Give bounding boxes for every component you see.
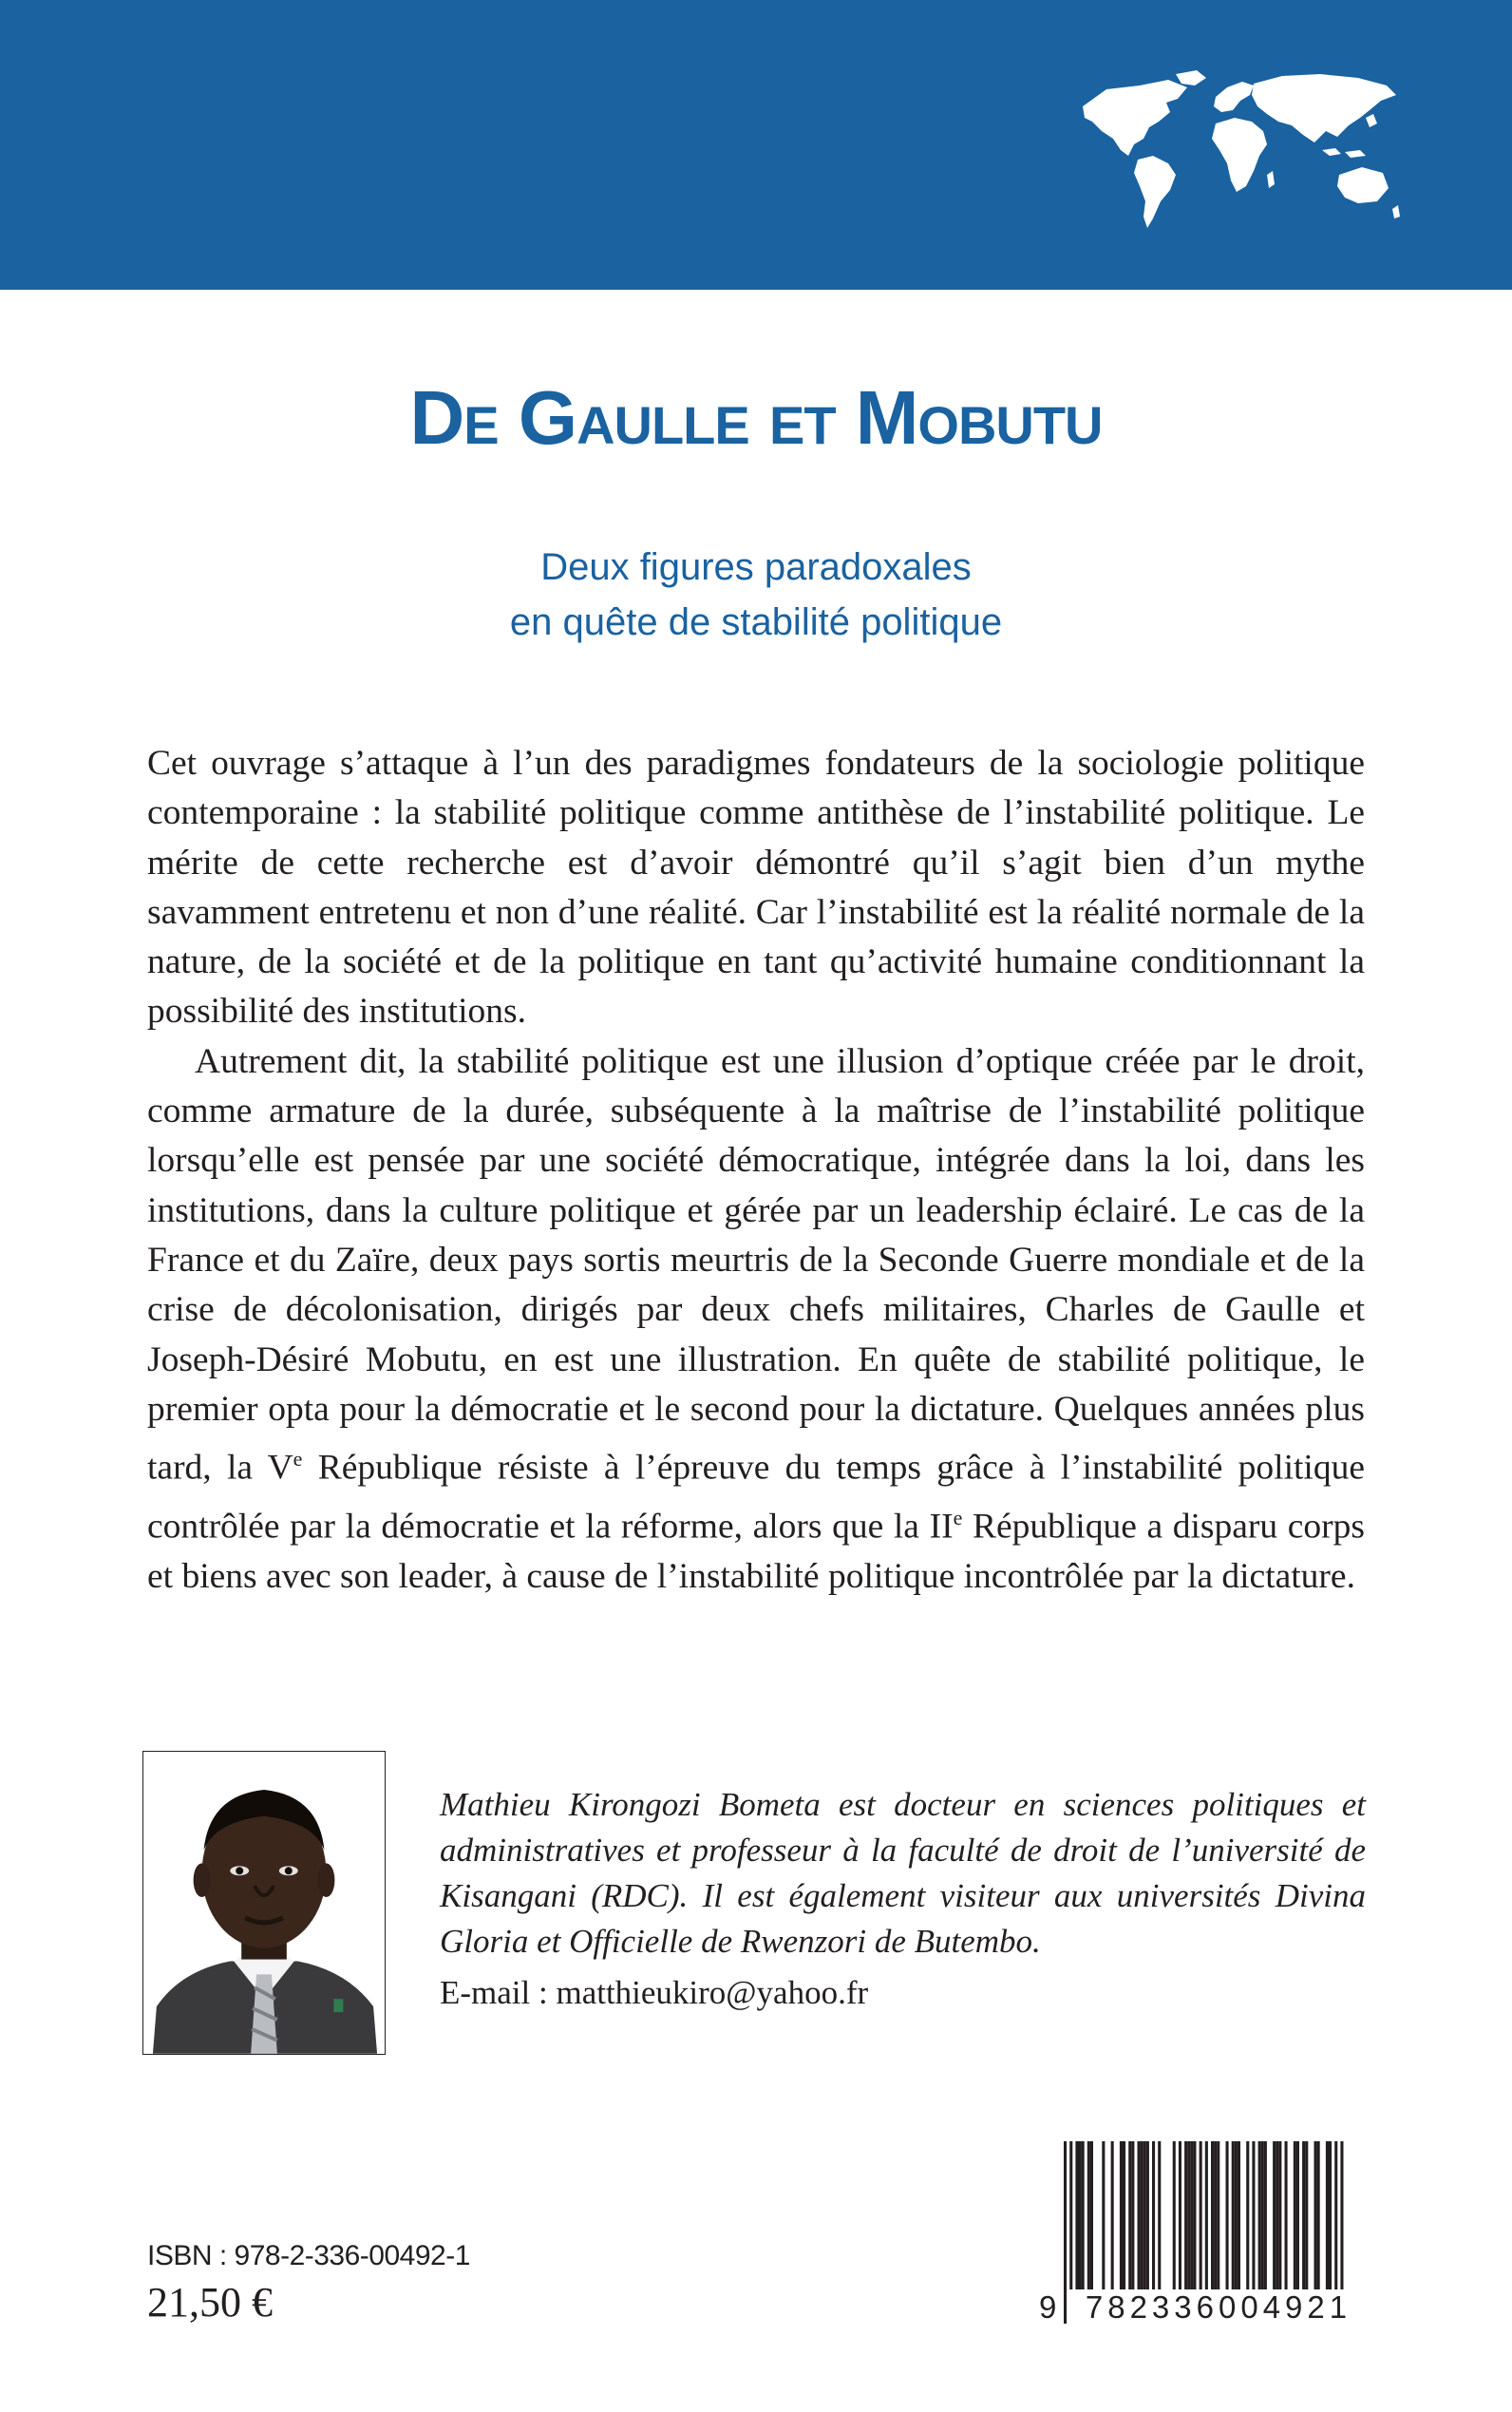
barcode-bar	[1264, 2141, 1267, 2295]
subtitle-line-2: en quête de stabilité politique	[509, 601, 1003, 643]
barcode-bar	[1278, 2141, 1281, 2295]
world-map-icon	[1064, 68, 1406, 235]
barcode-bar	[1179, 2141, 1181, 2295]
barcode-bar	[1082, 2141, 1085, 2295]
barcode-bar	[1246, 2141, 1249, 2295]
barcode-bar	[1138, 2141, 1141, 2295]
barcode-bar	[1273, 2141, 1276, 2295]
barcode-bar	[1090, 2141, 1093, 2295]
barcode-bar	[1294, 2141, 1296, 2295]
barcode-bar	[1152, 2141, 1155, 2295]
barcode-bar	[1238, 2141, 1240, 2295]
barcode-bar	[1285, 2141, 1288, 2295]
header-banner	[0, 0, 1512, 290]
barcode-bar	[1128, 2141, 1131, 2295]
isbn: ISBN : 978-2-336-00492-1	[147, 2240, 470, 2271]
barcode-number: 782336004921	[1068, 2289, 1370, 2326]
barcode-bar	[1276, 2141, 1278, 2295]
description-paragraph-2	[147, 1037, 1365, 1602]
barcode-bar	[1261, 2141, 1264, 2295]
barcode-bar	[1296, 2141, 1299, 2295]
barcode-bar	[1111, 2141, 1114, 2295]
barcode-bar	[1123, 2141, 1125, 2295]
price: 21,50 €	[147, 2279, 273, 2326]
barcode-bar	[1193, 2141, 1196, 2295]
barcode-bar	[1235, 2141, 1238, 2295]
barcode-bar	[1326, 2141, 1329, 2295]
barcode-bar	[1187, 2141, 1190, 2295]
barcode-bar	[1211, 2141, 1214, 2295]
barcode-bar	[1131, 2141, 1134, 2295]
barcode-bar	[1158, 2141, 1161, 2295]
book-description	[147, 739, 1365, 1602]
author-bio: Mathieu Kirongozi Bometa est docteur en sciences politiques et administratives et professeur à la faculté de droit de l’université de Kisangani (RDC). Il est également visiteur aux universités Divina Gloria et Officielle de Rwenzori de Butembo.	[440, 1786, 1366, 1960]
author-bio-block	[440, 1782, 1366, 2016]
barcode-bar	[1087, 2141, 1090, 2295]
barcode-bar	[1305, 2141, 1308, 2295]
description-text-part-1: Autrement dit, la stabilité politique est une illusion d’optique créée par le droit, comme armature de la durée, subséquente à la maîtrise de l’instabilité politique lorsqu’elle est pensée par une société démocratique, intégrée dans la loi, dans les institutions, dans la culture politique et gérée par un leadership éclairé. Le cas de la France et du Zaïre, deux pays sortis meurtris de la Seconde Guerre mondiale et de la crise de décolonisation, dirigés par deux chefs militaires, Charles de Gaulle et Joseph-Désiré Mobutu, en est une illustration. En quête de stabilité politique, le premier opta pour la démocratie et le second pour la dictature. Quelques années plus tard, la V	[147, 1041, 1365, 1488]
superscript-e: e	[293, 1447, 303, 1472]
author-portrait-icon	[143, 1752, 385, 2054]
subtitle-line-1: Deux figures paradoxales	[540, 546, 972, 588]
barcode-bar	[1190, 2141, 1193, 2295]
barcode-bar	[1143, 2141, 1146, 2295]
barcode-digits	[1035, 2289, 1370, 2337]
barcode-bar	[1314, 2141, 1317, 2295]
barcode-bar	[1226, 2141, 1229, 2295]
author-email: E-mail : matthieukiro@yahoo.fr	[440, 1974, 869, 2011]
barcode-bar	[1102, 2141, 1105, 2295]
barcode-lead-digit: 9	[1039, 2289, 1058, 2325]
barcode-bar	[1214, 2141, 1217, 2295]
barcode-bar	[1075, 2141, 1078, 2295]
book-subtitle	[0, 540, 1512, 650]
barcode-bar	[1184, 2141, 1187, 2295]
superscript-e: e	[953, 1505, 963, 1529]
barcode-bar	[1217, 2141, 1219, 2295]
barcode-bar	[1079, 2141, 1082, 2295]
barcode-bar	[1252, 2141, 1255, 2295]
barcode-bar	[1302, 2141, 1305, 2295]
barcode-bar	[1232, 2141, 1235, 2295]
description-text-part-2: République résiste à l’épreuve du temps grâce à l’instabilité politique contrôlée par la démocratie et la réforme, alors que la II	[147, 1448, 1365, 1547]
barcode-bar	[1258, 2141, 1261, 2295]
author-photo	[142, 1751, 386, 2055]
barcode-bar	[1120, 2141, 1123, 2295]
description-text-part-3: République a disparu corps et biens avec son leader, à cause de l’instabilité politique incontrôlée par la dictature.	[147, 1507, 1365, 1596]
barcode-bar	[1317, 2141, 1320, 2295]
barcode-bar	[1173, 2141, 1176, 2295]
barcode-bar	[1141, 2141, 1143, 2295]
barcode-bar	[1146, 2141, 1149, 2295]
description-paragraph-1: Cet ouvrage s’attaque à l’un des paradigmes fondateurs de la sociologie politique contemporaine : la stabilité politique comme antithèse de l’instabilité politique. Le mérite de cette recherche est d’avoir démontré qu’il s’agit bien d’un mythe savamment entretenu et non d’une réalité. Car l’instabilité est la réalité normale de la nature, de la société et de la politique en tant qu’activité humaine conditionnant la possibilité des institutions.	[147, 744, 1365, 1032]
barcode-bar	[1329, 2141, 1332, 2295]
book-title: De Gaulle et Mobutu	[409, 375, 1103, 460]
